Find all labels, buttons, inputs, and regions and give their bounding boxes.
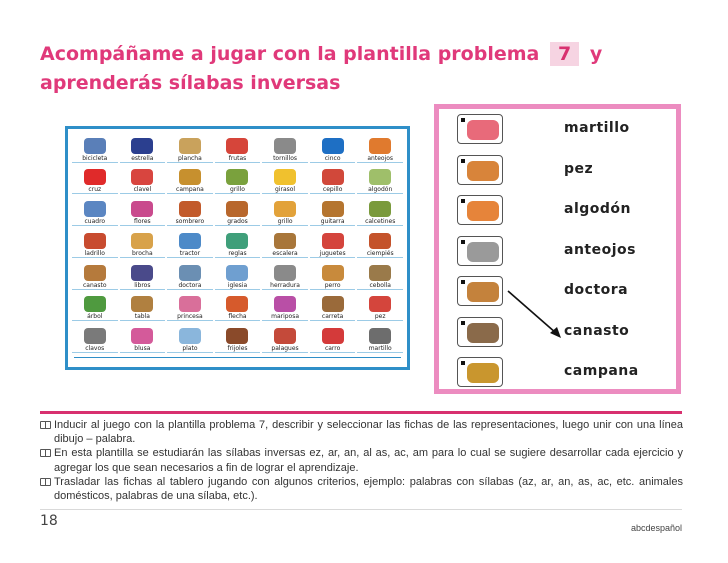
board-cell-picture <box>131 328 153 344</box>
board-cell-label: grados <box>227 218 248 226</box>
board-cell <box>310 292 356 322</box>
board-cell-picture <box>84 265 106 281</box>
picture-card[interactable] <box>457 276 503 306</box>
board-cell <box>262 133 308 163</box>
board-cell <box>167 165 213 195</box>
board-cell <box>120 196 166 226</box>
board-cell <box>120 165 166 195</box>
board-cell-picture <box>226 265 248 281</box>
board-cell-label: calcetines <box>365 218 396 226</box>
board-cell-picture <box>274 296 296 312</box>
board-cell-label: tornillos <box>273 154 298 162</box>
board-cell-picture <box>131 265 153 281</box>
board-cell <box>262 196 308 226</box>
board-cell <box>310 133 356 163</box>
match-word[interactable]: campana <box>564 363 639 379</box>
board-cell <box>215 196 261 226</box>
board-cell-picture <box>274 265 296 281</box>
board-cell-picture <box>369 169 391 185</box>
board-cell-label: árbol <box>87 313 103 321</box>
board-cell <box>167 260 213 290</box>
board-cell-label: escalera <box>272 249 298 257</box>
board-cell-picture <box>226 328 248 344</box>
matching-exercise-frame <box>434 104 681 394</box>
board-cell <box>167 292 213 322</box>
board-cell-picture <box>322 296 344 312</box>
match-word[interactable]: algodón <box>564 201 631 217</box>
board-cell-label: pez <box>374 313 386 321</box>
board-cell-label: palagues <box>271 344 299 352</box>
board-cell <box>120 292 166 322</box>
board-cell-picture <box>274 328 296 344</box>
board-cell-picture <box>84 169 106 185</box>
board-cell <box>215 165 261 195</box>
board-cell <box>167 133 213 163</box>
board-cell <box>357 292 403 322</box>
board-cell <box>310 228 356 258</box>
board-cell <box>357 196 403 226</box>
board-cell-picture <box>226 138 248 154</box>
board-cell-picture <box>179 296 201 312</box>
board-cell-label: flores <box>134 218 151 226</box>
board-cell <box>310 165 356 195</box>
picture-card[interactable] <box>457 317 503 347</box>
board-cell-picture <box>179 233 201 249</box>
board-cell <box>72 165 118 195</box>
board-cell <box>215 292 261 322</box>
board-cell-picture <box>84 201 106 217</box>
board-cell-label: canasto <box>82 281 107 289</box>
picture-card[interactable] <box>457 236 503 266</box>
board-cell-label: carro <box>324 344 341 352</box>
board-cell <box>72 228 118 258</box>
card-corner-mark <box>461 199 465 203</box>
board-cell-label: girasol <box>275 186 296 194</box>
title-line1-end: y <box>589 43 603 65</box>
board-cell-picture <box>84 296 106 312</box>
board-cell-picture <box>84 233 106 249</box>
board-cell-picture <box>179 138 201 154</box>
board-cell-label: juguetes <box>319 249 346 257</box>
match-word[interactable]: doctora <box>564 282 629 298</box>
teacher-instructions <box>40 418 683 503</box>
board-cell-label: reglas <box>228 249 247 257</box>
board-cell-picture <box>274 233 296 249</box>
board-cell-label: cruz <box>88 186 102 194</box>
board-cell-picture <box>226 169 248 185</box>
board-cell <box>262 228 308 258</box>
board-cell <box>72 260 118 290</box>
board-cell <box>167 228 213 258</box>
card-picture <box>467 201 499 221</box>
board-cell-picture <box>322 169 344 185</box>
board-cell <box>120 323 166 353</box>
board-cell-label: cuadro <box>84 218 106 226</box>
board-cell-picture <box>226 201 248 217</box>
picture-card[interactable] <box>457 114 503 144</box>
board-cell <box>215 323 261 353</box>
board-cell-label: princesa <box>177 313 203 321</box>
brand-logo-text: abcdespañol <box>630 523 682 533</box>
instruction-item <box>40 475 683 503</box>
board-cell-label: bicicleta <box>82 154 108 162</box>
board-cell-picture <box>322 265 344 281</box>
card-corner-mark <box>461 240 465 244</box>
match-word[interactable]: pez <box>564 160 594 177</box>
card-picture <box>467 323 499 343</box>
card-picture <box>467 363 499 383</box>
board-cell <box>262 323 308 353</box>
card-corner-mark <box>461 361 465 365</box>
board-cell-picture <box>322 328 344 344</box>
board-cell-picture <box>322 233 344 249</box>
board-cell-label: cebolla <box>369 281 391 289</box>
board-cell <box>357 260 403 290</box>
board-cell-label: clavel <box>133 186 152 194</box>
instruction-text: Trasladar las fichas al tablero jugando con algunos criterios, ejemplo: palabras con sílabas (az, ar, an, as, ac, etc. animales domésticos, palabras de una sílaba, etc.). <box>54 475 683 503</box>
board-cell-label: cepillo <box>322 186 343 194</box>
instruction-item <box>40 418 683 446</box>
board-cell-picture <box>322 138 344 154</box>
board-cell-label: algodón <box>368 186 393 194</box>
board-cell-picture <box>179 201 201 217</box>
board-cell <box>72 323 118 353</box>
board-cell-label: guitarra <box>320 218 345 226</box>
board-cell-picture <box>84 328 106 344</box>
card-corner-mark <box>461 118 465 122</box>
instruction-text: En esta plantilla se estudiarán las sílabas inversas ez, ar, an, al as, ac, am para lo cual se sugiere desarrollar cada ejercicio y agregar los que sean necesarios a fin de lograr el aprendizaje. <box>54 447 683 474</box>
board-cell-label: blusa <box>134 344 151 352</box>
footer-divider <box>40 509 682 510</box>
board-cell <box>120 133 166 163</box>
board-cell <box>72 133 118 163</box>
match-word[interactable]: anteojos <box>564 241 636 258</box>
board-cell-picture <box>84 138 106 154</box>
title-line2-text: aprenderás sílabas inversas <box>40 72 341 94</box>
problem-number-badge: 7 <box>550 42 579 66</box>
board-cell-picture <box>369 296 391 312</box>
board-cell <box>167 323 213 353</box>
board-cell <box>262 292 308 322</box>
board-cell-label: frutas <box>228 154 247 162</box>
board-cell-label: carreta <box>321 313 344 321</box>
card-corner-mark <box>461 280 465 284</box>
board-cell-label: plancha <box>178 154 202 162</box>
book-icon <box>40 449 51 457</box>
picture-card[interactable] <box>457 357 503 387</box>
board-cell-label: tractor <box>179 249 201 257</box>
board-cell <box>310 260 356 290</box>
match-word[interactable]: martillo <box>564 120 630 136</box>
board-cell-label: grillo <box>277 218 293 226</box>
board-cell-label: ciempiés <box>366 249 394 257</box>
board-cell-picture <box>179 169 201 185</box>
board-cell <box>357 133 403 163</box>
board-cell-picture <box>226 296 248 312</box>
board-cell <box>215 260 261 290</box>
board-cell-label: plato <box>182 344 198 352</box>
board-cell-label: tabla <box>134 313 150 321</box>
book-icon <box>40 478 51 486</box>
board-cell-picture <box>322 201 344 217</box>
page-title <box>40 40 690 98</box>
board-cell-label: frijoles <box>227 344 248 352</box>
picture-card[interactable] <box>457 195 503 225</box>
match-word[interactable]: canasto <box>564 322 630 339</box>
board-cell <box>120 228 166 258</box>
card-picture <box>467 161 499 181</box>
board-cell-label: grillo <box>230 186 245 194</box>
board-cell-picture <box>369 328 391 344</box>
board-cell <box>72 196 118 226</box>
picture-card[interactable] <box>457 155 503 185</box>
board-cell-picture <box>369 201 391 217</box>
board-cell <box>357 228 403 258</box>
board-cell-label: cinco <box>324 154 341 162</box>
board-cell <box>120 260 166 290</box>
board-cell-picture <box>274 169 296 185</box>
board-cell-label: iglesia <box>227 281 248 289</box>
match-arrow-line <box>506 289 566 344</box>
board-cell-picture <box>131 169 153 185</box>
board-cell <box>215 133 261 163</box>
board-cell-label: flecha <box>228 313 247 321</box>
board-cell-label: ladrillo <box>84 249 105 257</box>
board-cell-picture <box>226 233 248 249</box>
card-corner-mark <box>461 321 465 325</box>
board-cell <box>215 228 261 258</box>
board-cell-picture <box>131 138 153 154</box>
card-picture <box>467 120 499 140</box>
board-grid <box>72 133 403 353</box>
book-icon <box>40 421 51 429</box>
instruction-text: Inducir al juego con la plantilla problema 7, describir y seleccionar las fichas de las representaciones, luego unir con una línea dibujo – palabra. <box>54 419 683 446</box>
board-cell-picture <box>131 233 153 249</box>
board-cell-label: sombrero <box>175 218 205 226</box>
board-cell-picture <box>369 233 391 249</box>
board-cell-label: campana <box>176 186 204 194</box>
board-cell <box>357 165 403 195</box>
board-cell-label: doctora <box>178 281 202 289</box>
board-cell-picture <box>179 265 201 281</box>
board-cell-label: libros <box>134 281 151 289</box>
card-corner-mark <box>461 159 465 163</box>
board-cell-label: herradura <box>270 281 300 289</box>
board-cell <box>262 260 308 290</box>
game-board <box>65 126 410 370</box>
board-cell-picture <box>179 328 201 344</box>
board-cell-picture <box>131 296 153 312</box>
board-footer <box>74 357 401 364</box>
board-cell-label: mariposa <box>271 313 300 321</box>
board-cell-label: estrella <box>131 154 154 162</box>
board-cell <box>310 196 356 226</box>
board-cell <box>72 292 118 322</box>
board-cell-label: perro <box>324 281 341 289</box>
page-number: 18 <box>40 513 58 529</box>
board-cell-label: brocha <box>132 249 153 257</box>
title-line1-text: Acompáñame a jugar con la plantilla problema <box>40 43 540 65</box>
board-cell-picture <box>131 201 153 217</box>
board-cell <box>357 323 403 353</box>
instruction-item <box>40 446 683 474</box>
board-cell-picture <box>369 138 391 154</box>
board-cell-picture <box>274 201 296 217</box>
board-cell <box>167 196 213 226</box>
card-picture <box>467 282 499 302</box>
board-cell-picture <box>274 138 296 154</box>
board-cell-label: martillo <box>368 344 392 352</box>
card-picture <box>467 242 499 262</box>
instructions-top-divider <box>40 411 682 414</box>
board-cell <box>262 165 308 195</box>
board-cell <box>310 323 356 353</box>
board-cell-label: clavos <box>85 344 105 352</box>
board-cell-label: anteojos <box>367 154 394 162</box>
board-cell-picture <box>369 265 391 281</box>
